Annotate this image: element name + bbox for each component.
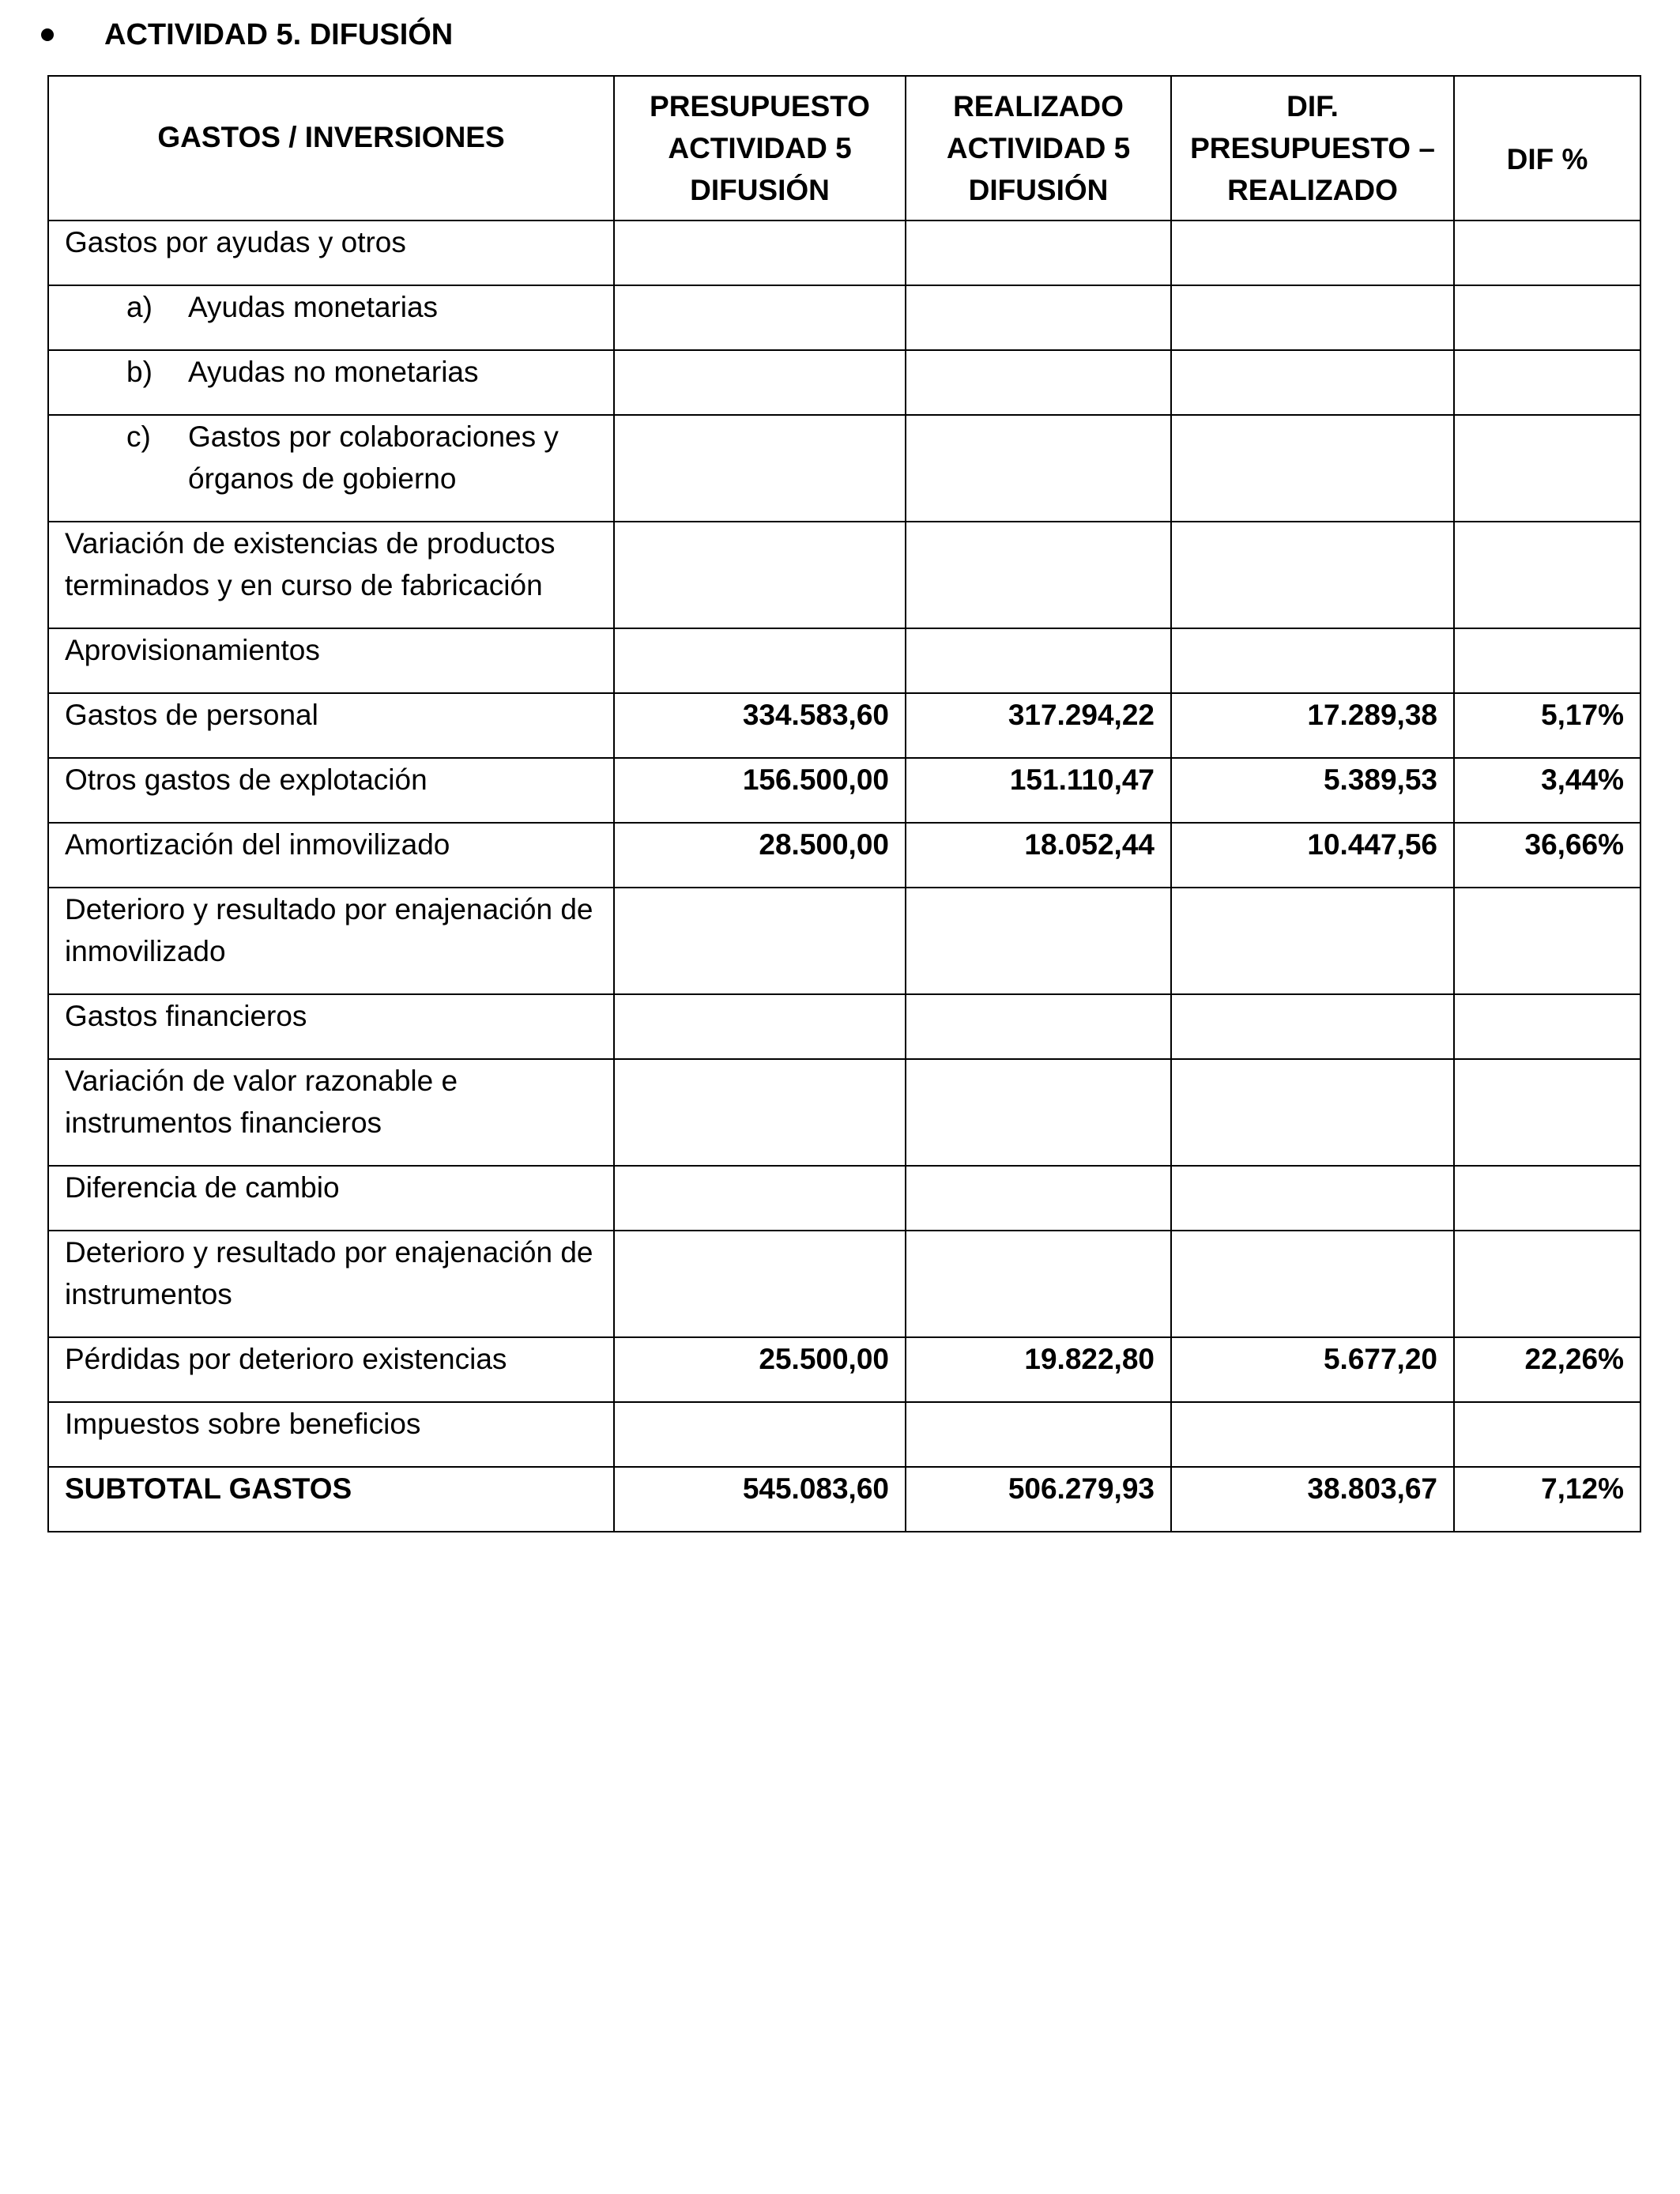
dif-pct-cell [1454, 522, 1640, 628]
diferencia-cell: 5.677,20 [1171, 1337, 1454, 1402]
table-row [48, 628, 1640, 693]
presupuesto-cell [614, 1231, 906, 1337]
realizado-cell [906, 415, 1171, 522]
header-diferencia: DIF. PRESUPUESTO – REALIZADO [1171, 76, 1454, 221]
item-text: Ayudas monetarias [188, 291, 439, 323]
realizado-cell [906, 994, 1171, 1059]
diferencia-cell: 17.289,38 [1171, 693, 1454, 758]
subtotal-row [48, 1467, 1640, 1532]
realizado-cell [906, 522, 1171, 628]
realizado-cell [906, 888, 1171, 994]
dif-pct-cell: 5,17% [1454, 693, 1640, 758]
expenses-table [47, 75, 1641, 1532]
table-row [48, 1059, 1640, 1166]
dif-pct-cell [1454, 221, 1640, 285]
realizado-cell [906, 1166, 1171, 1231]
presupuesto-cell [614, 628, 906, 693]
diferencia-cell [1171, 285, 1454, 350]
table-row [48, 994, 1640, 1059]
row-label [48, 350, 614, 415]
presupuesto-cell [614, 415, 906, 522]
diferencia-cell [1171, 415, 1454, 522]
diferencia-cell: 10.447,56 [1171, 823, 1454, 888]
dif-pct-cell [1454, 628, 1640, 693]
realizado-cell: 317.294,22 [906, 693, 1171, 758]
diferencia-cell: 5.389,53 [1171, 758, 1454, 823]
dif-pct-cell: 36,66% [1454, 823, 1640, 888]
realizado-cell: 19.822,80 [906, 1337, 1171, 1402]
row-label: Aprovisionamientos [48, 628, 614, 693]
presupuesto-cell [614, 1166, 906, 1231]
header-presupuesto: PRESUPUESTO ACTIVIDAD 5 DIFUSIÓN [614, 76, 906, 221]
item-text: Ayudas no monetarias [188, 356, 479, 388]
table-row [48, 1337, 1640, 1402]
row-label [48, 285, 614, 350]
dif-pct-cell: 7,12% [1454, 1467, 1640, 1532]
row-label [48, 415, 614, 522]
dif-pct-cell [1454, 1402, 1640, 1467]
row-label: Gastos de personal [48, 693, 614, 758]
dif-pct-cell [1454, 1166, 1640, 1231]
row-label: Gastos financieros [48, 994, 614, 1059]
item-letter: b) [126, 356, 153, 388]
section-heading [41, 14, 453, 55]
dif-pct-cell [1454, 888, 1640, 994]
row-label: Variación de existencias de productos terminados y en curso de fabricación [48, 522, 614, 628]
realizado-cell: 151.110,47 [906, 758, 1171, 823]
row-label: Pérdidas por deterioro existencias [48, 1337, 614, 1402]
presupuesto-cell: 25.500,00 [614, 1337, 906, 1402]
header-realizado: REALIZADO ACTIVIDAD 5 DIFUSIÓN [906, 76, 1171, 221]
row-label: Deterioro y resultado por enajenación de instrumentos [48, 1231, 614, 1337]
table-row [48, 1231, 1640, 1337]
presupuesto-cell [614, 1059, 906, 1166]
table-row [48, 221, 1640, 285]
presupuesto-cell [614, 1402, 906, 1467]
realizado-cell [906, 1059, 1171, 1166]
diferencia-cell [1171, 350, 1454, 415]
table-row [48, 888, 1640, 994]
row-label: Amortización del inmovilizado [48, 823, 614, 888]
presupuesto-cell [614, 522, 906, 628]
presupuesto-cell [614, 285, 906, 350]
dif-pct-cell [1454, 350, 1640, 415]
realizado-cell [906, 285, 1171, 350]
row-label: Variación de valor razonable e instrumentos financieros [48, 1059, 614, 1166]
table-header-row [48, 76, 1640, 221]
row-label: Impuestos sobre beneficios [48, 1402, 614, 1467]
dif-pct-cell [1454, 415, 1640, 522]
item-text: Gastos por colaboraciones y órganos de gobierno [188, 420, 559, 495]
realizado-cell [906, 350, 1171, 415]
presupuesto-cell: 28.500,00 [614, 823, 906, 888]
header-gastos-inversiones: GASTOS / INVERSIONES [48, 76, 614, 221]
table-row [48, 285, 1640, 350]
diferencia-cell [1171, 1402, 1454, 1467]
presupuesto-cell: 545.083,60 [614, 1467, 906, 1532]
realizado-cell: 506.279,93 [906, 1467, 1171, 1532]
bullet-icon [41, 28, 54, 41]
diferencia-cell [1171, 522, 1454, 628]
row-label: SUBTOTAL GASTOS [48, 1467, 614, 1532]
item-letter: a) [126, 291, 153, 323]
section-title: ACTIVIDAD 5. DIFUSIÓN [104, 17, 454, 51]
row-label: Deterioro y resultado por enajenación de inmovilizado [48, 888, 614, 994]
presupuesto-cell [614, 888, 906, 994]
table-row [48, 415, 1640, 522]
realizado-cell: 18.052,44 [906, 823, 1171, 888]
diferencia-cell [1171, 888, 1454, 994]
diferencia-cell: 38.803,67 [1171, 1467, 1454, 1532]
dif-pct-cell [1454, 1231, 1640, 1337]
table-row [48, 1166, 1640, 1231]
diferencia-cell [1171, 1231, 1454, 1337]
realizado-cell [906, 1402, 1171, 1467]
table-row [48, 823, 1640, 888]
diferencia-cell [1171, 628, 1454, 693]
diferencia-cell [1171, 221, 1454, 285]
table-row [48, 693, 1640, 758]
presupuesto-cell [614, 994, 906, 1059]
diferencia-cell [1171, 1059, 1454, 1166]
dif-pct-cell [1454, 994, 1640, 1059]
item-letter: c) [126, 420, 151, 453]
dif-pct-cell [1454, 285, 1640, 350]
presupuesto-cell: 156.500,00 [614, 758, 906, 823]
dif-pct-cell: 3,44% [1454, 758, 1640, 823]
realizado-cell [906, 1231, 1171, 1337]
table-row [48, 522, 1640, 628]
row-label: Gastos por ayudas y otros [48, 221, 614, 285]
table-row [48, 758, 1640, 823]
diferencia-cell [1171, 994, 1454, 1059]
dif-pct-cell: 22,26% [1454, 1337, 1640, 1402]
presupuesto-cell: 334.583,60 [614, 693, 906, 758]
dif-pct-cell [1454, 1059, 1640, 1166]
table-row [48, 350, 1640, 415]
realizado-cell [906, 628, 1171, 693]
table-row [48, 1402, 1640, 1467]
row-label: Otros gastos de explotación [48, 758, 614, 823]
diferencia-cell [1171, 1166, 1454, 1231]
realizado-cell [906, 221, 1171, 285]
header-dif-pct: DIF % [1454, 76, 1640, 221]
presupuesto-cell [614, 350, 906, 415]
row-label: Diferencia de cambio [48, 1166, 614, 1231]
presupuesto-cell [614, 221, 906, 285]
